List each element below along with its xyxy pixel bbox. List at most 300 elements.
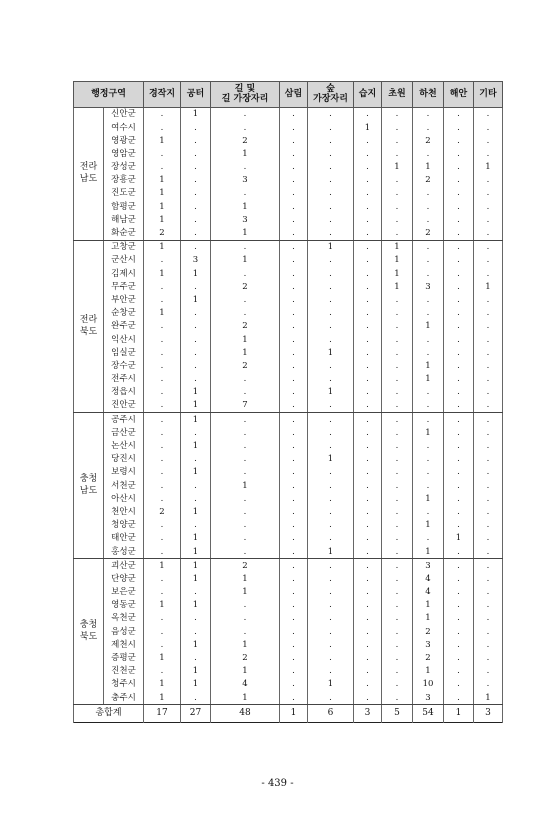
value-cell-coast: . (444, 492, 474, 505)
value-cell-coast: . (444, 545, 474, 559)
value-cell-coast: . (444, 625, 474, 638)
table-row (74, 386, 503, 399)
value-cell-road: 2 (211, 559, 280, 573)
value-cell-forest: . (280, 360, 308, 373)
value-cell-river: . (413, 187, 444, 200)
value-cell-grass: . (382, 108, 413, 122)
value-cell-etc: . (474, 294, 503, 307)
value-cell-road: . (211, 599, 280, 612)
value-cell-vacant: . (181, 134, 211, 147)
value-cell-forest: . (280, 386, 308, 399)
value-cell-forest: . (280, 148, 308, 161)
value-cell-farm: 1 (144, 174, 181, 187)
value-cell-farm: 1 (144, 559, 181, 573)
district-cell: 정읍시 (104, 386, 144, 399)
value-cell-woods: . (308, 466, 354, 479)
value-cell-road: . (211, 294, 280, 307)
value-cell-etc: . (474, 586, 503, 599)
value-cell-vacant: . (181, 187, 211, 200)
value-cell-vacant: 1 (181, 506, 211, 519)
value-cell-coast: . (444, 599, 474, 612)
value-cell-woods: . (308, 532, 354, 545)
value-cell-road: 1 (211, 573, 280, 586)
value-cell-wetland: . (354, 691, 382, 705)
value-cell-grass: . (382, 652, 413, 665)
value-cell-woods: . (308, 108, 354, 122)
value-cell-woods: 1 (308, 346, 354, 359)
value-cell-wetland: . (354, 399, 382, 413)
value-cell-farm: . (144, 320, 181, 333)
value-cell-vacant: . (181, 373, 211, 386)
value-cell-forest: . (280, 665, 308, 678)
value-cell-coast: . (444, 559, 474, 573)
value-cell-grass: . (382, 214, 413, 227)
value-cell-farm: 1 (144, 267, 181, 280)
value-cell-etc: . (474, 466, 503, 479)
value-cell-vacant: . (181, 240, 211, 254)
value-cell-coast: . (444, 440, 474, 453)
value-cell-road: . (211, 108, 280, 122)
value-cell-road: . (211, 545, 280, 559)
value-cell-coast: . (444, 174, 474, 187)
value-cell-etc: . (474, 227, 503, 241)
value-cell-farm: . (144, 360, 181, 373)
value-cell-farm: 1 (144, 187, 181, 200)
value-cell-wetland: . (354, 639, 382, 652)
value-cell-river: . (413, 506, 444, 519)
value-cell-river: 3 (413, 280, 444, 293)
value-cell-woods: . (308, 492, 354, 505)
value-cell-farm: 2 (144, 506, 181, 519)
value-cell-grass: . (382, 691, 413, 705)
district-cell: 순창군 (104, 307, 144, 320)
value-cell-forest: . (280, 214, 308, 227)
table-row (74, 399, 503, 413)
province-cell: 충청 남도 (74, 413, 104, 559)
value-cell-river: 1 (413, 665, 444, 678)
value-cell-forest: . (280, 254, 308, 267)
value-cell-wetland: . (354, 240, 382, 254)
value-cell-road: 1 (211, 586, 280, 599)
value-cell-etc: . (474, 200, 503, 213)
value-cell-farm: . (144, 121, 181, 134)
value-cell-river: . (413, 214, 444, 227)
value-cell-etc: . (474, 413, 503, 427)
value-cell-wetland: . (354, 678, 382, 691)
value-cell-farm: . (144, 639, 181, 652)
district-cell: 증평군 (104, 652, 144, 665)
table-row (74, 479, 503, 492)
value-cell-coast: . (444, 427, 474, 440)
value-cell-road: 3 (211, 174, 280, 187)
value-cell-forest: . (280, 267, 308, 280)
value-cell-coast: 1 (444, 532, 474, 545)
district-cell: 진도군 (104, 187, 144, 200)
district-cell: 부안군 (104, 294, 144, 307)
province-cell: 충청 북도 (74, 559, 104, 705)
value-cell-forest: . (280, 399, 308, 413)
district-cell: 보령시 (104, 466, 144, 479)
value-cell-road: 1 (211, 691, 280, 705)
value-cell-wetland: . (354, 386, 382, 399)
value-cell-vacant: . (181, 625, 211, 638)
table-row (74, 307, 503, 320)
value-cell-river: . (413, 240, 444, 254)
value-cell-wetland: . (354, 254, 382, 267)
total-label: 총합계 (74, 705, 144, 723)
value-cell-grass: 1 (382, 280, 413, 293)
value-cell-grass: . (382, 506, 413, 519)
value-cell-coast: . (444, 108, 474, 122)
value-cell-woods: . (308, 691, 354, 705)
value-cell-coast: . (444, 413, 474, 427)
value-cell-farm: 1 (144, 307, 181, 320)
value-cell-vacant: 1 (181, 466, 211, 479)
value-cell-coast: . (444, 386, 474, 399)
value-cell-vacant: . (181, 612, 211, 625)
value-cell-farm: 2 (144, 227, 181, 241)
value-cell-woods: . (308, 174, 354, 187)
table-row (74, 333, 503, 346)
value-cell-farm: . (144, 440, 181, 453)
value-cell-etc: . (474, 240, 503, 254)
value-cell-wetland: . (354, 227, 382, 241)
value-cell-wetland: . (354, 294, 382, 307)
value-cell-vacant: . (181, 346, 211, 359)
value-cell-wetland: . (354, 599, 382, 612)
value-cell-river: 1 (413, 373, 444, 386)
value-cell-road: . (211, 240, 280, 254)
value-cell-river: . (413, 148, 444, 161)
value-cell-etc: 1 (474, 161, 503, 174)
value-cell-road: . (211, 492, 280, 505)
table-row (74, 599, 503, 612)
value-cell-vacant: . (181, 148, 211, 161)
value-cell-coast: . (444, 121, 474, 134)
value-cell-river: . (413, 267, 444, 280)
value-cell-grass: . (382, 545, 413, 559)
value-cell-road: 7 (211, 399, 280, 413)
value-cell-coast: . (444, 691, 474, 705)
table-row (74, 519, 503, 532)
value-cell-road: . (211, 519, 280, 532)
value-cell-etc: . (474, 559, 503, 573)
province-cell: 전라 남도 (74, 108, 104, 241)
value-cell-grass: . (382, 625, 413, 638)
habitat-distribution-table (73, 81, 503, 723)
district-cell: 태안군 (104, 532, 144, 545)
value-cell-vacant: . (181, 652, 211, 665)
value-cell-farm: 1 (144, 200, 181, 213)
value-cell-road: 3 (211, 214, 280, 227)
value-cell-road: . (211, 187, 280, 200)
value-cell-road: . (211, 625, 280, 638)
value-cell-coast: . (444, 214, 474, 227)
value-cell-grass: . (382, 386, 413, 399)
value-cell-farm: . (144, 625, 181, 638)
table-row (74, 492, 503, 505)
value-cell-etc: . (474, 373, 503, 386)
value-cell-forest: . (280, 639, 308, 652)
value-cell-etc: . (474, 121, 503, 134)
table-row (74, 360, 503, 373)
table-row (74, 586, 503, 599)
value-cell-vacant: . (181, 427, 211, 440)
value-cell-etc: . (474, 545, 503, 559)
table-row (74, 240, 503, 254)
province-cell: 전라 북도 (74, 240, 104, 412)
value-cell-coast: . (444, 612, 474, 625)
value-cell-coast: . (444, 148, 474, 161)
value-cell-farm: . (144, 532, 181, 545)
value-cell-etc: . (474, 346, 503, 359)
value-cell-road: . (211, 161, 280, 174)
value-cell-etc: 1 (474, 691, 503, 705)
value-cell-woods: . (308, 665, 354, 678)
value-cell-road: 1 (211, 346, 280, 359)
table-row (74, 227, 503, 241)
value-cell-forest: . (280, 678, 308, 691)
value-cell-woods: 1 (308, 678, 354, 691)
value-cell-wetland: . (354, 267, 382, 280)
value-cell-road: . (211, 307, 280, 320)
value-cell-farm: . (144, 519, 181, 532)
value-cell-vacant: . (181, 200, 211, 213)
district-cell: 청양군 (104, 519, 144, 532)
value-cell-road: . (211, 440, 280, 453)
value-cell-woods: . (308, 573, 354, 586)
value-cell-woods: . (308, 294, 354, 307)
value-cell-river: . (413, 386, 444, 399)
value-cell-wetland: . (354, 360, 382, 373)
column-header-etc: 기타 (474, 82, 503, 108)
value-cell-road: . (211, 413, 280, 427)
district-cell: 충주시 (104, 691, 144, 705)
value-cell-coast: . (444, 453, 474, 466)
value-cell-wetland: . (354, 214, 382, 227)
value-cell-farm: . (144, 254, 181, 267)
value-cell-coast: . (444, 665, 474, 678)
value-cell-river: . (413, 121, 444, 134)
column-header-wetland: 습지 (354, 82, 382, 108)
value-cell-wetland: . (354, 134, 382, 147)
value-cell-woods: . (308, 121, 354, 134)
value-cell-etc: . (474, 652, 503, 665)
value-cell-etc: . (474, 573, 503, 586)
value-cell-woods: . (308, 307, 354, 320)
value-cell-forest: . (280, 161, 308, 174)
table-row (74, 691, 503, 705)
value-cell-forest: . (280, 373, 308, 386)
value-cell-road: 4 (211, 678, 280, 691)
value-cell-forest: . (280, 532, 308, 545)
page-number: - 439 - (261, 778, 294, 789)
table-row (74, 440, 503, 453)
value-cell-river: 4 (413, 586, 444, 599)
value-cell-river: 1 (413, 519, 444, 532)
district-cell: 당진시 (104, 453, 144, 466)
value-cell-farm: . (144, 373, 181, 386)
value-cell-vacant: . (181, 280, 211, 293)
value-cell-road: . (211, 427, 280, 440)
value-cell-woods: . (308, 625, 354, 638)
value-cell-woods: . (308, 506, 354, 519)
value-cell-coast: . (444, 333, 474, 346)
value-cell-farm: . (144, 453, 181, 466)
district-cell: 진안군 (104, 399, 144, 413)
district-cell: 여수시 (104, 121, 144, 134)
value-cell-forest: . (280, 586, 308, 599)
value-cell-etc: . (474, 625, 503, 638)
district-cell: 익산시 (104, 333, 144, 346)
value-cell-farm: . (144, 545, 181, 559)
value-cell-wetland: . (354, 200, 382, 213)
value-cell-grass: . (382, 532, 413, 545)
value-cell-river: . (413, 413, 444, 427)
table-row (74, 665, 503, 678)
value-cell-coast: . (444, 240, 474, 254)
value-cell-forest: . (280, 200, 308, 213)
value-cell-wetland: . (354, 307, 382, 320)
value-cell-grass: . (382, 333, 413, 346)
value-cell-woods: . (308, 652, 354, 665)
value-cell-etc: . (474, 214, 503, 227)
value-cell-vacant: 1 (181, 599, 211, 612)
value-cell-river: . (413, 399, 444, 413)
value-cell-coast: . (444, 187, 474, 200)
value-cell-vacant: 1 (181, 294, 211, 307)
value-cell-coast: . (444, 161, 474, 174)
value-cell-wetland: . (354, 479, 382, 492)
value-cell-woods: 1 (308, 240, 354, 254)
value-cell-farm: . (144, 427, 181, 440)
column-header-farm: 경작지 (144, 82, 181, 108)
value-cell-river: . (413, 294, 444, 307)
district-cell: 옥천군 (104, 612, 144, 625)
value-cell-river: . (413, 307, 444, 320)
value-cell-forest: . (280, 506, 308, 519)
value-cell-woods: . (308, 440, 354, 453)
value-cell-grass: . (382, 586, 413, 599)
table-row (74, 187, 503, 200)
value-cell-vacant: . (181, 453, 211, 466)
value-cell-vacant: 1 (181, 399, 211, 413)
value-cell-road: 1 (211, 479, 280, 492)
value-cell-vacant: . (181, 492, 211, 505)
value-cell-road: . (211, 466, 280, 479)
value-cell-vacant: . (181, 479, 211, 492)
value-cell-grass: 1 (382, 161, 413, 174)
value-cell-vacant: . (181, 519, 211, 532)
table-row (74, 346, 503, 359)
value-cell-farm: . (144, 399, 181, 413)
district-cell: 아산시 (104, 492, 144, 505)
value-cell-farm: . (144, 665, 181, 678)
value-cell-coast: . (444, 360, 474, 373)
value-cell-forest: . (280, 108, 308, 122)
value-cell-etc: . (474, 440, 503, 453)
value-cell-river: 2 (413, 227, 444, 241)
value-cell-etc: . (474, 108, 503, 122)
value-cell-forest: . (280, 625, 308, 638)
value-cell-wetland: . (354, 652, 382, 665)
value-cell-wetland: . (354, 280, 382, 293)
value-cell-vacant: 1 (181, 413, 211, 427)
district-cell: 장성군 (104, 161, 144, 174)
table-row (74, 254, 503, 267)
value-cell-river: 3 (413, 639, 444, 652)
value-cell-grass: . (382, 294, 413, 307)
value-cell-road: 2 (211, 320, 280, 333)
value-cell-grass: . (382, 665, 413, 678)
value-cell-etc: . (474, 519, 503, 532)
value-cell-road: 2 (211, 360, 280, 373)
value-cell-forest: . (280, 121, 308, 134)
district-cell: 괴산군 (104, 559, 144, 573)
value-cell-vacant: . (181, 586, 211, 599)
value-cell-forest: . (280, 333, 308, 346)
value-cell-river: 1 (413, 427, 444, 440)
value-cell-woods: . (308, 267, 354, 280)
district-cell: 임실군 (104, 346, 144, 359)
value-cell-wetland: . (354, 665, 382, 678)
value-cell-etc: . (474, 307, 503, 320)
value-cell-coast: . (444, 294, 474, 307)
value-cell-grass: . (382, 121, 413, 134)
value-cell-river: 1 (413, 360, 444, 373)
value-cell-forest: . (280, 187, 308, 200)
value-cell-farm: . (144, 573, 181, 586)
table-row (74, 506, 503, 519)
value-cell-etc: . (474, 665, 503, 678)
value-cell-farm: 1 (144, 134, 181, 147)
value-cell-farm: 1 (144, 599, 181, 612)
value-cell-farm: . (144, 492, 181, 505)
table-row (74, 267, 503, 280)
value-cell-etc: . (474, 639, 503, 652)
value-cell-coast: . (444, 506, 474, 519)
value-cell-etc: . (474, 427, 503, 440)
value-cell-forest: . (280, 559, 308, 573)
value-cell-river: 1 (413, 161, 444, 174)
value-cell-forest: . (280, 307, 308, 320)
value-cell-river: . (413, 333, 444, 346)
value-cell-river: . (413, 453, 444, 466)
value-cell-vacant: . (181, 360, 211, 373)
value-cell-woods: . (308, 413, 354, 427)
table-row (74, 652, 503, 665)
district-cell: 장흥군 (104, 174, 144, 187)
total-cell-farm: 17 (144, 705, 181, 723)
district-cell: 서천군 (104, 479, 144, 492)
value-cell-woods: . (308, 148, 354, 161)
value-cell-etc: . (474, 267, 503, 280)
value-cell-etc: . (474, 612, 503, 625)
table-row (74, 545, 503, 559)
value-cell-woods: . (308, 599, 354, 612)
value-cell-woods: . (308, 161, 354, 174)
value-cell-etc: . (474, 254, 503, 267)
value-cell-wetland: . (354, 187, 382, 200)
district-cell: 단양군 (104, 573, 144, 586)
value-cell-etc: . (474, 386, 503, 399)
value-cell-wetland: . (354, 346, 382, 359)
value-cell-farm: . (144, 612, 181, 625)
value-cell-forest: . (280, 413, 308, 427)
value-cell-road: 1 (211, 254, 280, 267)
table-row (74, 148, 503, 161)
value-cell-river: 1 (413, 599, 444, 612)
